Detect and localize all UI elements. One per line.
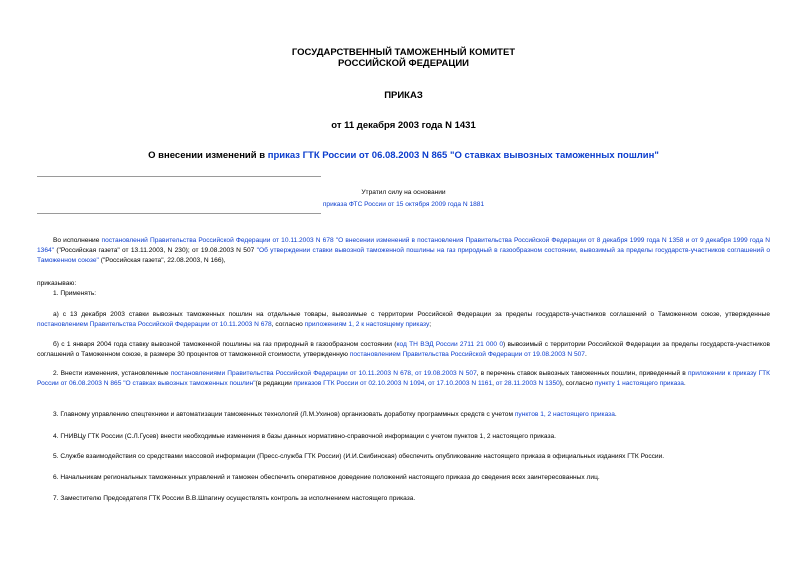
- paragraph-2: [37, 369, 770, 389]
- document-date-number: от 11 декабря 2003 года N 1431: [331, 120, 476, 131]
- preamble-link-resolution-678[interactable]: постановлений Правительства Российской Федерации от 10.11.2003 N 678 "О внесении изменений в постановления Правительства Российской Федерации от 8 декабря 1999 года N 1358 и от 9 декабря 1999 года N 1364": [37, 237, 771, 255]
- paragraph-1b-text-3: .: [584, 351, 587, 359]
- paragraph-1a-text-1: а) с 13 декабря 2003 ставки вывозных таможенных пошлин на отдельные товары, вывозимые с территории Российской Федерации за пределы государств-участников соглашений о Таможенном союзе, утвержденные: [53, 311, 770, 318]
- paragraph-1b: [37, 340, 770, 360]
- paragraph-3-link-points[interactable]: пунктов 1, 2 настоящего приказа: [514, 411, 615, 418]
- paragraph-6: 6. Начальникам региональных таможенных управлений и таможен обеспечить оперативное доведение положений настоящего приказа до сведения всех заинтересованных лиц.: [53, 474, 600, 481]
- paragraph-3-text-1: 3. Главному управлению спецтехники и автоматизации таможенных технологий (Л.М.Ухинов) организовать доработку программных средств с учетом: [53, 411, 515, 418]
- paragraph-2-text-3: (в редакции: [255, 380, 294, 388]
- paragraph-5: 5. Службе взаимодействия со средствами массовой информации (Пресс-служба ГТК России) (И.И.Скибинская) обеспечить опубликование настоящего приказа в официальных изданиях ГТК России.: [53, 453, 665, 460]
- preamble-paragraph: [37, 236, 770, 267]
- paragraph-2-text-2: , в перечень ставок вывозных таможенных пошлин, приведенный в: [476, 370, 688, 377]
- document-title: [0, 150, 807, 161]
- document-title-prefix: О внесении изменений в: [148, 150, 268, 161]
- paragraph-2-text-6: ), согласно: [559, 380, 595, 388]
- preamble-text-1: Во исполнение: [53, 237, 102, 244]
- preamble-text-3: ("Российская газета", 22.08.2003, N 166),: [98, 257, 226, 265]
- paragraph-2-text-1: 2. Внести изменения, установленные: [53, 370, 171, 377]
- issuer-header: [0, 47, 807, 69]
- document-type: ПРИКАЗ: [384, 90, 423, 101]
- paragraph-1a-link-resolution[interactable]: постановлением Правительства Российской Федерации от 10.11.2003 N 678: [37, 321, 272, 329]
- divider-top: [37, 176, 321, 177]
- order-word: приказываю:: [37, 280, 77, 287]
- issuer-line-1: ГОСУДАРСТВЕННЫЙ ТАМОЖЕННЫЙ КОМИТЕТ: [291, 47, 516, 58]
- paragraph-7: 7. Заместителю Председателя ГТК России В.В.Шпагину осуществлять контроль за исполнением настоящего приказа.: [53, 495, 416, 502]
- paragraph-2-link-order-1094[interactable]: приказов ГТК России от 02.10.2003 N 1094: [293, 380, 425, 388]
- divider-bottom: [37, 213, 321, 214]
- paragraph-1a-link-appendices[interactable]: приложениям 1, 2 к настоящему приказу: [304, 321, 430, 329]
- paragraph-3-text-2: .: [614, 411, 617, 418]
- paragraph-2-text-5: ,: [492, 380, 496, 388]
- paragraph-1b-link-hs-code[interactable]: код ТН ВЭД России 2711 21 000 0: [396, 341, 504, 348]
- paragraph-2-text-4: ,: [424, 380, 429, 388]
- paragraph-4: 4. ГНИВЦу ГТК России (С.Л.Гусев) внести необходимые изменения в базы данных нормативно-справочной информации с учетом пунктов 1, 2 настоящего приказа.: [53, 433, 556, 440]
- paragraph-2-link-order-1350[interactable]: от 28.11.2003 N 1350: [495, 380, 560, 388]
- paragraph-2-link-point-1[interactable]: пункту 1 настоящего приказа: [594, 380, 684, 388]
- paragraph-1a-text-2: , согласно: [271, 321, 305, 329]
- paragraph-1a: [37, 310, 770, 330]
- paragraph-1b-text-2: ) вывозимый с территории Российской Федерации за пределы государств-участников соглашений о Таможенном союзе, в размере 30 процентов от таможенной стоимости, утвержденную: [37, 341, 770, 359]
- paragraph-2-link-appendix[interactable]: приложении к приказу ГТК России от 06.08.2003 N 865 "О ставках вывозных таможенных пошлин": [37, 370, 770, 388]
- amended-order-link[interactable]: приказ ГТК России от 06.08.2003 N 865 "О ставках вывозных таможенных пошлин": [267, 150, 659, 161]
- preamble-link-resolution-507[interactable]: "Об утверждении ставки вывозной таможенной пошлины на газ природный в газообразном состоянии, вывозимый за пределы государств-участников соглашений о Таможенном союзе": [37, 247, 770, 265]
- paragraph-1: 1. Применять:: [53, 290, 97, 297]
- paragraph-3: [37, 410, 770, 420]
- issuer-line-2: РОССИЙСКОЙ ФЕДЕРАЦИИ: [337, 58, 469, 69]
- paragraph-1a-text-3: ;: [429, 321, 432, 329]
- paragraph-1b-text-1: б) с 1 января 2004 года ставку вывозной таможенной пошлины на газ природный в газообразном состоянии (: [53, 341, 397, 348]
- preamble-text-2: ("Российская газета" от 13.11.2003, N 230); от 19.08.2003 N 507: [54, 247, 257, 255]
- repeal-note-text: Утратил силу на основании: [361, 189, 446, 196]
- paragraph-2-link-resolutions[interactable]: постановлениями Правительства Российской Федерации от 10.11.2003 N 678, от 19.08.2003 N 507: [170, 370, 477, 377]
- repeal-note: [0, 187, 807, 211]
- paragraph-1b-link-resolution[interactable]: постановлением Правительства Российской Федерации от 19.08.2003 N 507: [349, 351, 585, 359]
- paragraph-2-text-7: .: [683, 380, 686, 388]
- repeal-order-link[interactable]: приказа ФТС России от 15 октября 2009 года N 1881: [322, 201, 485, 208]
- paragraph-2-link-order-1161[interactable]: от 17.10.2003 N 1161: [428, 380, 493, 388]
